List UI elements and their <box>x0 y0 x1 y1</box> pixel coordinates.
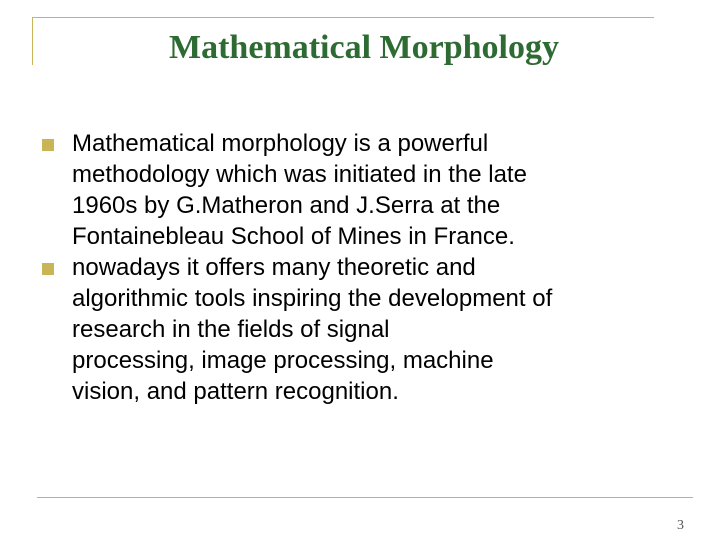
bullet-2-line-4: processing, image processing, machine <box>72 347 494 374</box>
frame-bottom-line <box>37 497 693 498</box>
bullet-1-line-4: Fontainebleau School of Mines in France. <box>72 223 515 250</box>
bullet-list <box>40 128 680 407</box>
bullet-2-line-2: algorithmic tools inspiring the development of <box>72 285 553 312</box>
bullet-1-line-1: Mathematical morphology is a powerful <box>72 130 489 157</box>
bullet-item-1 <box>40 128 680 252</box>
square-bullet-icon <box>42 139 54 151</box>
bullet-2-line-3: research in the fields of signal <box>72 316 390 343</box>
page-number: 3 <box>677 518 684 533</box>
square-bullet-icon <box>42 263 54 275</box>
bullet-1-line-2: methodology which was initiated in the late <box>72 161 527 188</box>
bullet-item-2 <box>40 252 680 407</box>
bullet-2-line-5: vision, and pattern recognition. <box>72 378 399 405</box>
slide-title: Mathematical Morphology <box>169 29 559 66</box>
bullet-1-line-3: 1960s by G.Matheron and J.Serra at the <box>72 192 501 219</box>
frame-top-line <box>32 17 654 18</box>
bullet-2-line-1: nowadays it offers many theoretic and <box>72 254 476 281</box>
